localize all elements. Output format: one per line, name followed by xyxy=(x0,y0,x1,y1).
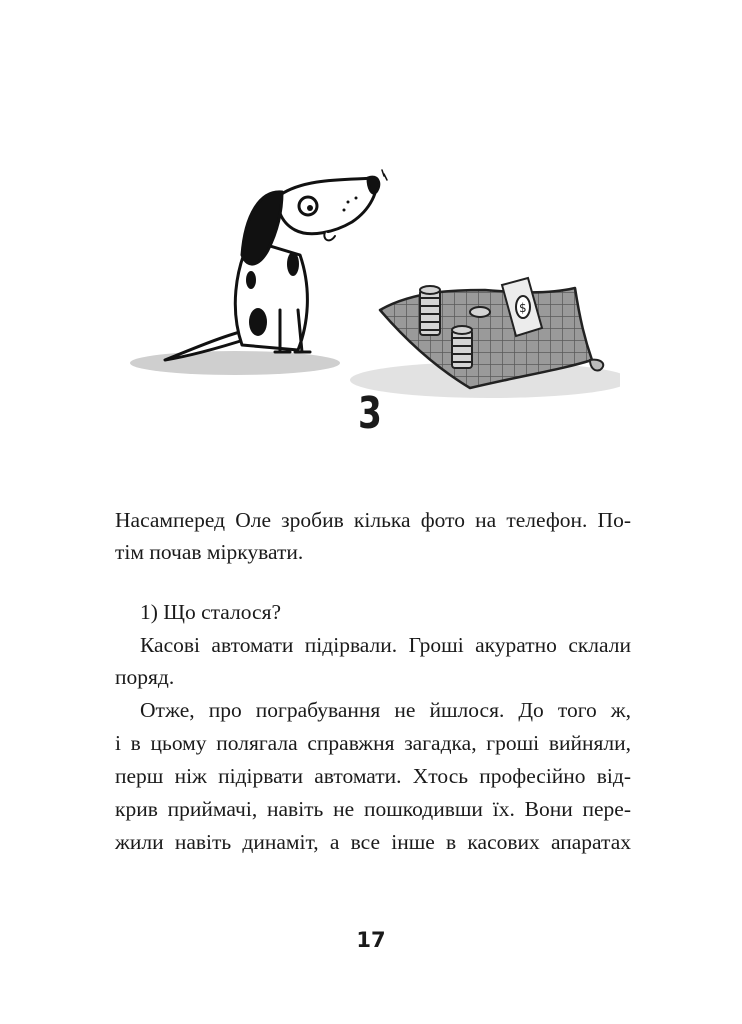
body-line-1: Насамперед Оле зробив кілька фото на телефон. По- xyxy=(115,508,631,532)
chapter-illustration xyxy=(130,160,620,420)
dog-icon xyxy=(165,170,387,360)
body-line-10: жили навіть динаміт, а все інше в касових апаратах xyxy=(115,830,631,854)
body-line-6: Отже, про пограбування не йшлося. До того ж, xyxy=(140,698,631,722)
body-line-5: поряд. xyxy=(115,665,175,689)
body-line-3: 1) Що сталося? xyxy=(140,600,282,624)
body-line-9: крив приймачі, навіть не пошкодивши їх. Вони пере- xyxy=(115,797,631,821)
dog-shadow xyxy=(130,351,340,375)
banknote-symbol: $ xyxy=(519,301,527,315)
body-line-4: Касові автомати підірвали. Гроші акуратно склали xyxy=(140,633,631,657)
chapter-number: 3 xyxy=(358,388,382,439)
body-line-2: тім почав міркувати. xyxy=(115,540,304,564)
body-line-7: і в цьому полягала справжня загадка, гроші вийняли, xyxy=(115,731,631,755)
page-number: 17 xyxy=(356,928,386,952)
body-line-8: перш ніж підірвати автомати. Хтось професійно від- xyxy=(115,764,631,788)
